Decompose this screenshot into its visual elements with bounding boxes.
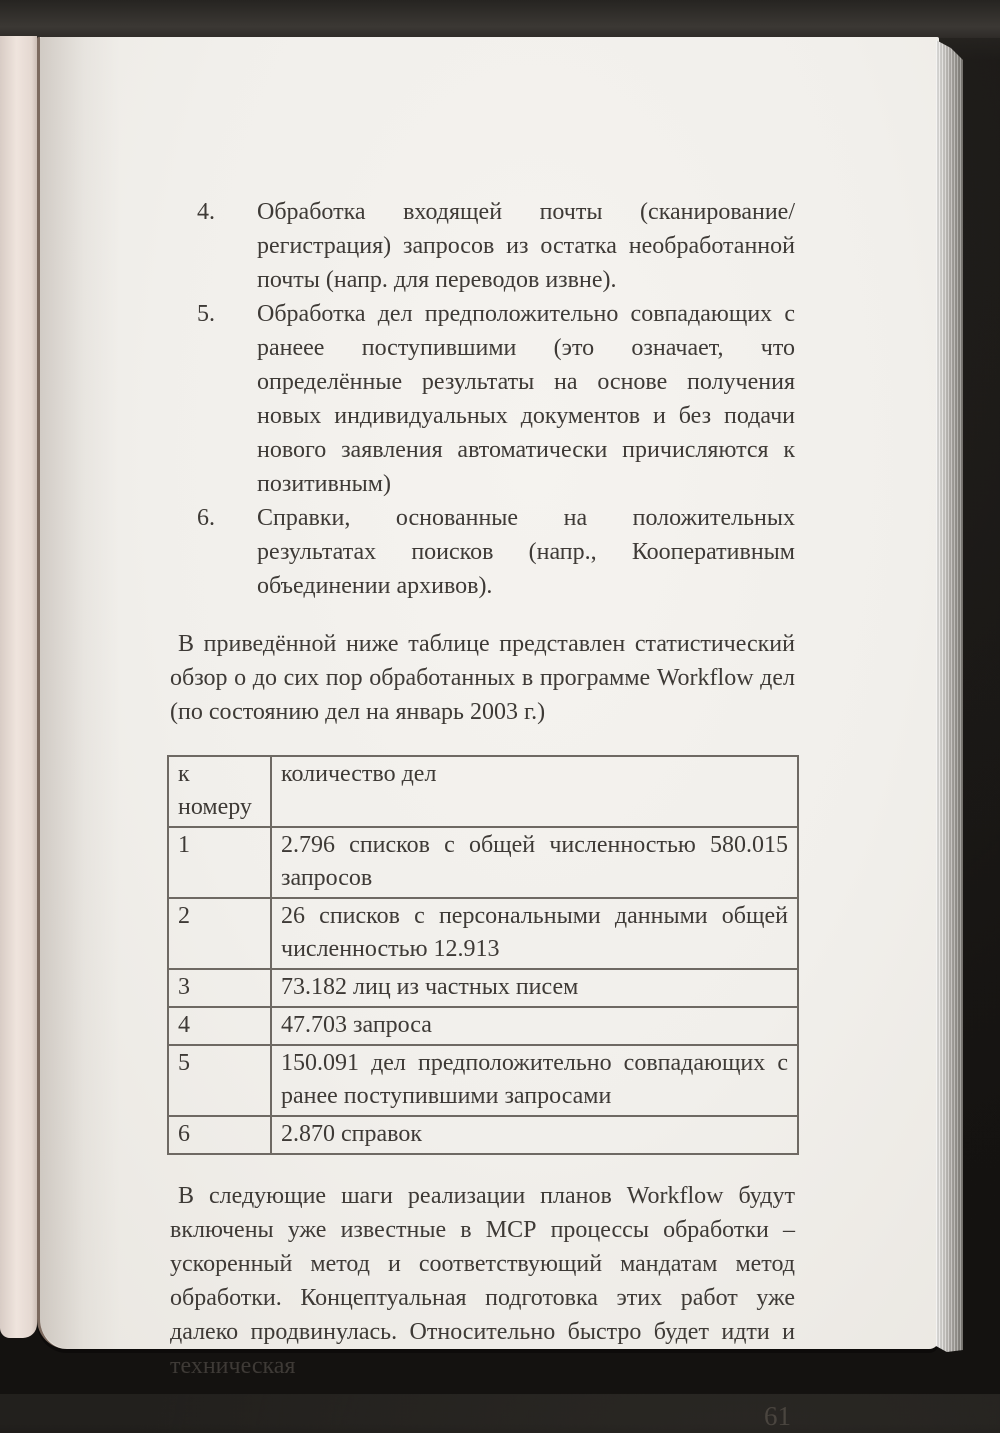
row-count-cell: 73.182 лиц из частных писем <box>271 969 798 1007</box>
row-count-cell: 150.091 дел предположительно совпадающих с ранее поступившими запросами <box>271 1045 798 1116</box>
table-row <box>168 1045 798 1116</box>
list-item-6 <box>170 501 795 603</box>
row-number-cell: 6 <box>168 1116 271 1154</box>
list-marker: 6. <box>197 505 215 531</box>
list-item-5 <box>170 297 795 501</box>
row-count-cell: 47.703 запроса <box>271 1007 798 1045</box>
table-row <box>168 898 798 969</box>
list-text: Справки, основанные на положительных результатах поисков (напр., Кооперативным объединении архивов). <box>257 505 795 599</box>
row-number-cell: 4 <box>168 1007 271 1045</box>
list-marker: 4. <box>197 199 215 225</box>
numbered-list <box>170 195 795 603</box>
col-number-header: к номеру <box>168 756 271 827</box>
list-marker: 5. <box>197 301 215 327</box>
list-text: Обработка входящей почты (сканирование/регистрация) запросов из остатка необработанной почты (напр. для переводов извне). <box>257 199 795 293</box>
table-row <box>168 827 798 898</box>
row-count-cell: 2.870 справок <box>271 1116 798 1154</box>
facing-page-edge <box>0 36 37 1338</box>
page-number: 61 <box>764 1401 791 1431</box>
row-number-cell: 1 <box>168 827 271 898</box>
scanned-page <box>37 37 939 1431</box>
row-number-cell: 2 <box>168 898 271 969</box>
table-row <box>168 1116 798 1154</box>
list-item-4 <box>170 195 795 297</box>
row-count-cell: 26 списков с персональными данными общей численностью 12.913 <box>271 898 798 969</box>
col-count-header: количество дел <box>271 756 798 827</box>
table-header-row <box>168 756 798 827</box>
row-number-cell: 3 <box>168 969 271 1007</box>
table-row <box>168 969 798 1007</box>
closing-paragraph: В следующие шаги реализации планов Workflow будут включены уже известные в МСР процессы обработки – ускоренный метод и соответствующий мандатам метод обработки. Концептуальная подготовка этих работ уже далеко продвинулась. Относительно быстро будет идти и техническая <box>170 1183 795 1379</box>
page-edge-stack <box>936 40 963 1352</box>
gutter-shadow <box>40 37 120 1349</box>
intro-paragraph: В приведённой ниже таблице представлен статистический обзор о до сих пор обработанных в программе Workflow дел (по состоянию дел на январь 2003 г.) <box>170 631 795 725</box>
list-text: Обработка дел предположительно совпадающих с ранеее поступившими (это означает, что определённые результаты на основе получения новых индивидуальных документов и без подачи нового заявления автоматически причисляются к позитивным) <box>257 301 795 497</box>
background-top-band <box>0 0 1000 38</box>
page-content <box>170 195 795 1433</box>
table-row <box>168 1007 798 1045</box>
row-count-cell: 2.796 списков с общей численностью 580.015 запросов <box>271 827 798 898</box>
stats-table <box>167 755 799 1155</box>
row-number-cell: 5 <box>168 1045 271 1116</box>
